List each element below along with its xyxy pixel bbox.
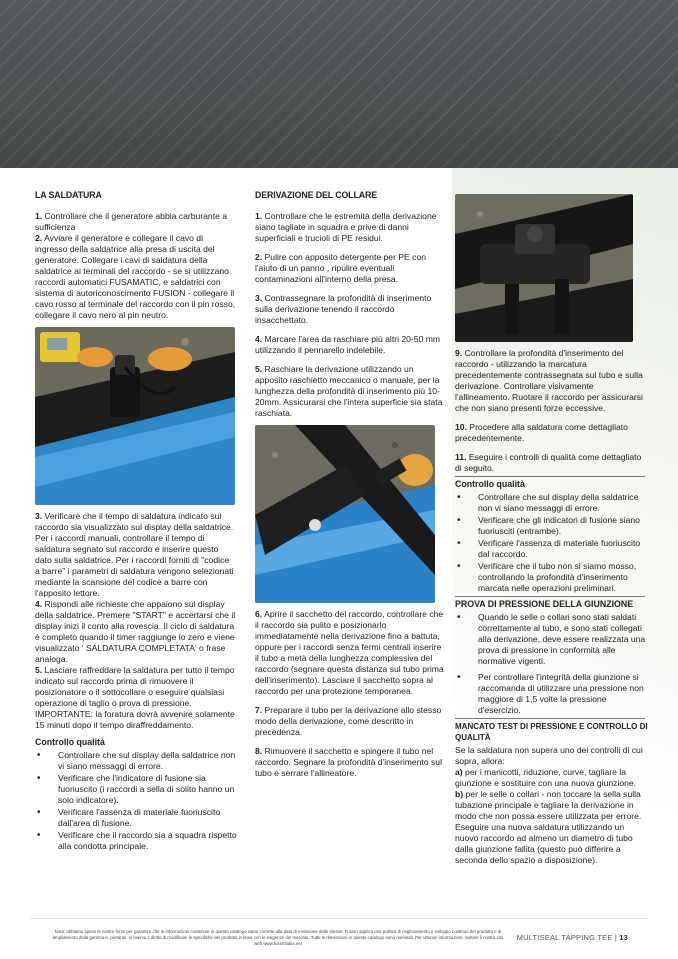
step-5: 5. Raschiare la derivazione utilizzando un apposito raschietto meccanico o manuale, per la lunghezza della profondità di inserimento più 10-20mm. Assicurarsi che l'intera superficie sia stata raschiata.	[255, 364, 443, 418]
list-item: • Verificare che l'indicatore di fusione sia fuoriuscito (i raccordi a sella di solito hanno un solo indicatore).	[35, 773, 241, 806]
failed-test-box	[450, 721, 650, 866]
step-1: 1. Controllare che le estremità della derivazione siano tagliate in squadra e prive di danni superficiali e trucioli di PE residui.	[255, 211, 437, 243]
footer-page-label: MULTISEAL TAPPING TEE | 13	[516, 933, 628, 942]
step-2: 2. Pulire con apposito detergente per PE con l'aiuto di un panno , ripulire eventuali contaminazioni all'interno della presa.	[255, 252, 427, 284]
list-item: • Verificare che il tubo non si siamo mosso, controllando la profondità d'inserimento marcata nelle operazioni preliminari.	[455, 561, 650, 594]
quality-control-list	[450, 492, 650, 594]
welding-photo	[35, 327, 235, 505]
quality-control-list	[30, 750, 241, 852]
failed-test-a: a) per i manicotti, riduzione, curve, tagliare la giunzione e sostituire con una nuova giunzione.	[455, 767, 637, 788]
step-5: 5. Lasciare raffreddare la saldatura per tutto il tempo indicato sul raccordo prima di rimuovere il posizionatore o il sottocollare o eseguire qualsiasi operazione di taglio o prova di pressione. IMPORTANTE: la foratura dovrà avvenire solamente 15 minuti dopo il tempo diraffreddamento.	[35, 665, 235, 730]
pressure-test-title: PROVA DI PRESSIONE DELLA GIUNZIONE	[455, 599, 634, 609]
list-item: • Controllare che sul display della saldatrice non vi siano messaggi di errore.	[35, 750, 241, 772]
header-banner	[0, 0, 678, 168]
pressure-test-list	[450, 612, 650, 716]
list-item: • Controllare che sul display della saldatrice non vi siano messaggi di errore.	[455, 492, 650, 514]
list-item: • Verificare che il raccordo sia a squadra rispetto alla condotta principale.	[35, 830, 241, 852]
step-7: 7. Preparare il tubo per la derivazione allo stesso modo della derivazione, come descritto in precedenza.	[255, 705, 442, 737]
quality-control-title: Controllo qualità	[455, 479, 525, 489]
column-derivazione	[250, 190, 450, 779]
list-item: • Verificare che gli indicatori di fusione siano fuoriusciti (entrambe).	[455, 515, 650, 537]
quality-control-box	[450, 479, 650, 594]
step-10: 10. Procedere alla saldatura come dettagliato precedentemente.	[455, 422, 628, 443]
pressure-test-box	[450, 599, 650, 716]
quality-control-title: Controllo qualità	[35, 737, 105, 747]
step-4: 4. Marcare l'area da raschiare più altri 20-50 mm utilizzando il pennarello indelebile.	[255, 334, 441, 355]
column-continuazione	[450, 194, 650, 866]
section-heading-derivazione: DERIVAZIONE DEL COLLARE	[255, 190, 378, 200]
failed-test-title: MANCATO TEST DI PRESSIONE E CONTROLLO DI QUALITÀ	[455, 722, 648, 742]
quality-control-box	[30, 737, 241, 852]
list-item: • Verificare l'assenza di materiale fuoriuscito dall'area di fusione.	[35, 807, 241, 829]
column-saldatura	[30, 190, 241, 853]
step-2: 2. Avviare il generatore e collegare il cavo di ingresso della saldatrice alla presa di uscita del generatore. Collegare i cavi di saldatura della saldatrice ai terminali del raccordo - se si utilizzano raccordi automatici FUSAMATIC, e saldatrici con sistema di autoriconoscimento FUSION - collegare il cavo rosso al terminale del raccordo con il pin rosso, collegare il cavo nero al pin neutro.	[35, 233, 236, 320]
step-4: 4. Rispondi alle richieste che appaiono sul display della saldatrice. Premere "START" e accertarsi che il display inizi il conto alla rovescia. Il ciclo di saldatura è completo quando il timer raggiunge lo zero e viene visualizzato ' SALDATURA COMPLETATA' o frase analoga.	[35, 599, 236, 664]
footer-note: Nota: abbiamo speso le nostre forze per garantire che le informazioni contenute in questo catalogo siano corrette alla data di emissione delle stesse. Fusion applica una politica di miglioramento e sviluppo continuo del prodotto e di ampliamento della gamma e, pertanto, si riserva il diritto di modificare le specifiche del prodotto in linea con le esigenze del mercato. Tutte le dimensioni in questo catalogo sono nominali. Per ulteriori informazioni, visitare il nostro sito web www.fusionitalia.net	[52, 929, 504, 946]
list-item: • Verificare l'assenza di materiale fuoriuscito dal raccordo.	[455, 538, 650, 560]
footer-divider	[30, 918, 648, 919]
list-item: • Quando le selle o collari sono stati saldati correttamente al tubo, e sono stati collegati alla derivazione, deve essere realizzata una prova di pressione in conformità alle normative vigenti.	[455, 612, 650, 667]
step-3: 3. Verificare che il tempo di saldatura indicato sul raccordo sia visualizzato sul display della saldatrice. Per i raccordi manuali, controllare il tempo di saldatura segnato sul raccordo e inserire questo dato sulla saldatrice. Per i raccordi forniti di "codice a barre" i parametri di saldatura vengono selezionati mediante la scansione del codice a barre con l'apposito lettore.	[35, 511, 234, 598]
step-8: 8. Rimuovere il sacchetto e spingere il tubo nel raccordo. Segnare la profondità d'inserimento sul tubo e serrare l'allineatore.	[255, 746, 442, 778]
step-3: 3. Contrassegnare la profondità di inserimento sulla derivazione tenendo il raccordo insacchettato.	[255, 293, 432, 325]
step-1: 1. Controllare che il generatore abbia carburante a sufficienza	[35, 211, 228, 232]
clamp-photo	[455, 194, 633, 342]
step-11: 11. Eseguire i controlli di qualità come dettagliato di seguito.	[455, 452, 642, 473]
step-6: 6. Aprire il sacchetto del raccordo, controllare che il raccordo sia pulito e posizionarlo immediatamente nella derivazione fino a battuta, oppure per i raccordi senza fermi centrali inserire il tubo a metà della lunghezza complessiva del raccordo (segnare questa distanza sul tubo prima dell'inserimento). Lasciare il sacchetto sopra al raccordo per una protezione temporanea.	[255, 609, 444, 696]
failed-test-intro: Se la saldatura non supera uno dei controlli di cui sopra, allora:	[455, 745, 643, 766]
list-item: • Per controllare l'integrità della giunzione si raccomanda di utilizzare una pressione non maggiore di 1,5 volte la pressione d'esercizio.	[455, 672, 650, 716]
section-heading-saldatura: LA SALDATURA	[35, 190, 102, 200]
scraping-photo	[255, 425, 435, 603]
failed-test-b: b) per le selle o collari - non toccare la sella sulla tubazione principale e tagliare la derivazione in modo che non possa essere utilizzata per errore. Eseguire una nuova saldatura utilizzando un nuovo raccordo ad almeno un diametro di tubo dalla giunzione fallita (questo può differire a seconda dello spazio a disposizione).	[455, 789, 642, 865]
step-9: 9. Controllare la profondità d'inserimento del raccordo - utilizzando la marcatura precedentemente contrassegnata sul tubo e sulla derivazione. Controllare visivamente l'allineamento. Ruotare il raccordo per assicurarsi che non siano presenti forze eccessive.	[455, 348, 643, 413]
